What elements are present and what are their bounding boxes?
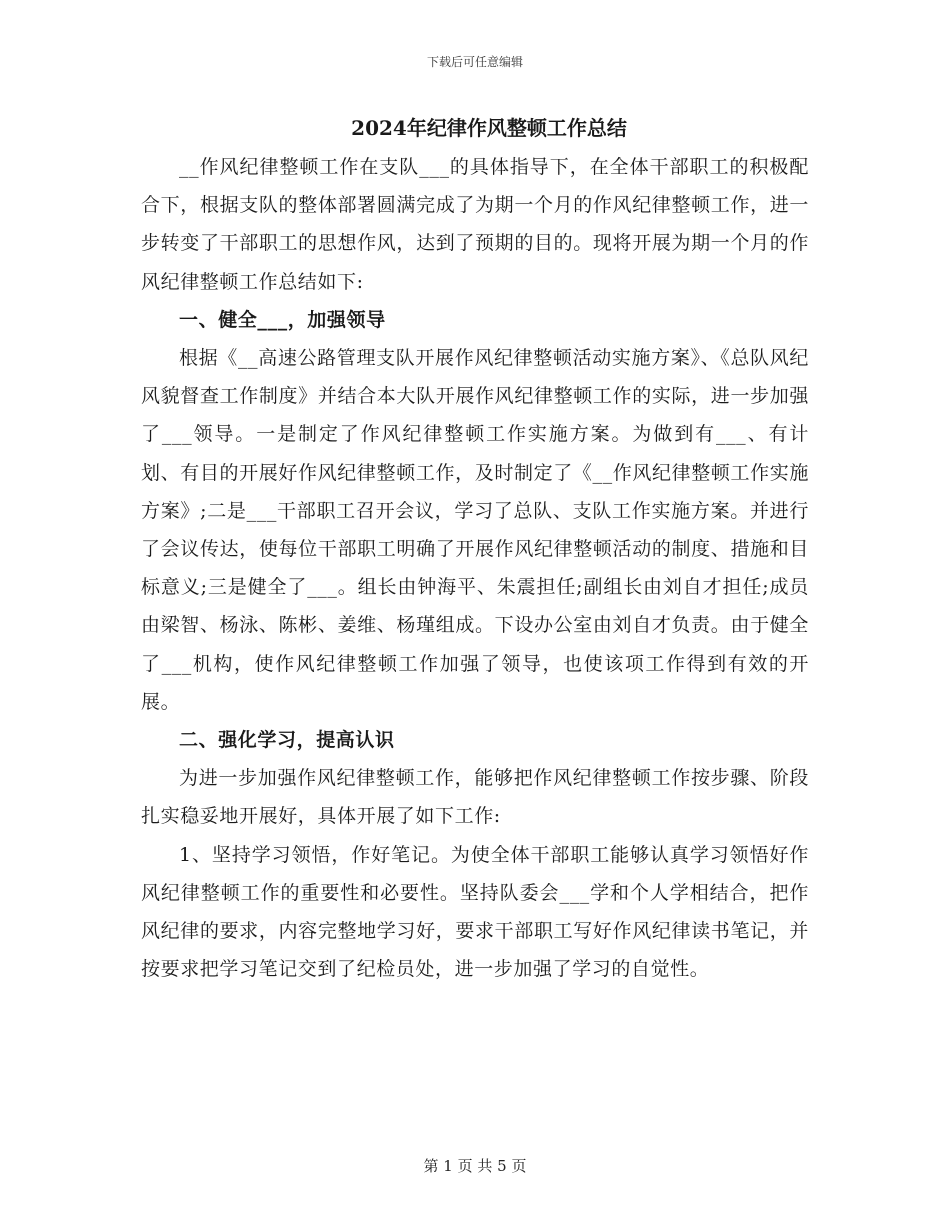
header-note: 下载后可任意编辑	[426, 55, 523, 69]
document-title: 2024年纪律作风整顿工作总结	[351, 116, 627, 140]
document-body	[141, 108, 809, 988]
paragraph-section-1: 根据《__高速公路管理支队开展作风纪律整顿活动实施方案》、《总队风纪风貌督查工作制度》并结合本大队开展作风纪律整顿工作的实际，进一步加强了___领导。一是制定了作风纪律整顿工作实施方案。为做到有___、有计划、有目的开展好作风纪律整顿工作，及时制定了《__作风纪律整顿工作实施方案》;二是___干部职工召开会议，学习了总队、支队工作实施方案。并进行了会议传达，使每位干部职工明确了开展作风纪律整顿活动的制度、措施和目标意义;三是健全了___。组长由钟海平、朱震担任;副组长由刘自才担任;成员由梁智、杨泳、陈彬、姜维、杨瑾组成。下设办公室由刘自才负责。由于健全了___机构，使作风纪律整顿工作加强了领导，也使该项工作得到有效的开展。	[141, 347, 809, 713]
paragraph-section-2-intro: 为进一步加强作风纪律整顿工作，能够把作风纪律整顿工作按步骤、阶段扎实稳妥地开展好，具体开展了如下工作:	[141, 767, 809, 828]
section-heading-1: 一、健全___，加强领导	[179, 308, 386, 331]
paragraph-section-2-item-1: 1、坚持学习领悟，作好笔记。为使全体干部职工能够认真学习领悟好作风纪律整顿工作的重要性和必要性。坚持队委会___学和个人学相结合，把作风纪律的要求，内容完整地学习好，要求干部职工写好作风纪律读书笔记，并按要求把学习笔记交到了纪检员处，进一步加强了学习的自觉性。	[141, 843, 809, 981]
paragraph-intro: __作风纪律整顿工作在支队___的具体指导下，在全体干部职工的积极配合下，根据支队的整体部署圆满完成了为期一个月的作风纪律整顿工作，进一步转变了干部职工的思想作风，达到了预期的目的。现将开展为期一个月的作风纪律整顿工作总结如下:	[141, 156, 809, 293]
page-number: 第 1 页 共 5 页	[423, 1157, 527, 1175]
section-heading-2: 二、强化学习，提高认识	[179, 729, 395, 752]
